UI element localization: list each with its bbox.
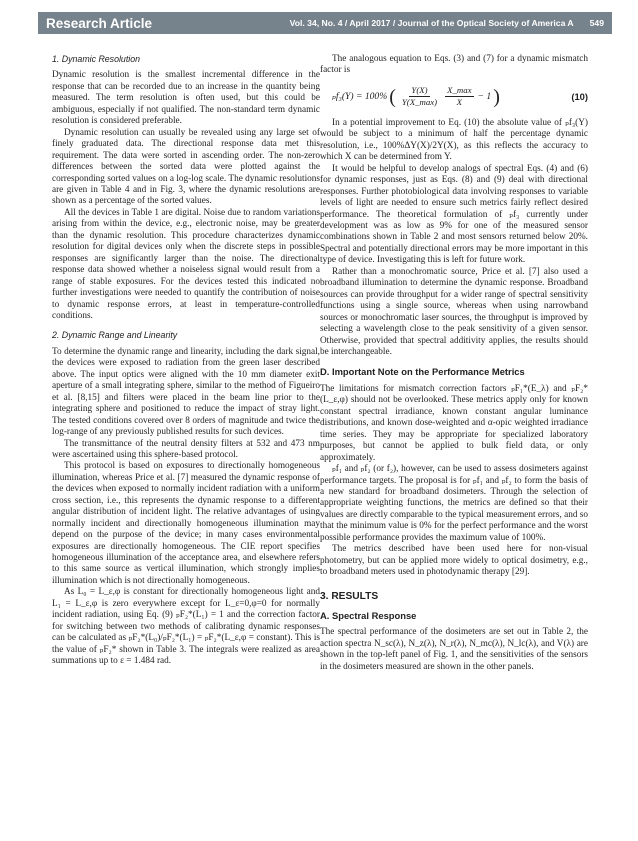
paragraph: The spectral performance of the dosimeters are set out in Table 2, the action spectra N_sc(λ), N_z(λ), N_r(λ), N_mc(λ), N_lc(λ), and V(λ) are shown in the top-left panel of Fig. 1, and the sensitivities of the sensors in the dosimeters measured are shown in the other panels. — [320, 627, 588, 672]
journal-citation — [290, 18, 612, 28]
left-paren: ( — [389, 85, 396, 108]
subsection-title-dynamic-range: 2. Dynamic Range and Linearity — [52, 330, 178, 341]
denominator: X — [456, 97, 462, 108]
numerator: X_max — [445, 85, 473, 97]
paragraph: ₚf₁ and ₚf₂ (or f₂), however, can be used to assess dosimeters against performance targets. The proposal is for ₚf₁ and ₚf₂ to form the basis of a new standard for broadband dosimeters. Through the selection of appropriate weighting functions, the metrics are defined so that their values are directly comparable to the typical measurement errors, and so that the minimum value is 0% for the perfect performance and the worst possible performance provides the maximum value of 100%. — [320, 464, 588, 543]
paragraph: To determine the dynamic range and linearity, including the dark signal, the devices were exposed to radiation from the green laser described above. The input optics were aligned with the 10 mm diameter exit aperture of a small integrating sphere, similar to the method of Figueiro et al. [8,15] and filters were placed in the beam line prior to the integrating sphere and positioned to reduce the impact of stray light. The tested conditions covered over 8 orders of magnitude and twice the log-range of any previously published results for such devices. — [52, 346, 320, 438]
paragraph: Rather than a monochromatic source, Price et al. [7] also used a broadband illumination to determine the dynamic response. Broadband sources can provide throughput for a wider range of spectral sensitivity functions using a single source, whereas when using narrowband sources or monochromatic laser sources, the throughput is improved by selecting a wavelength close to the peak sensitivity of a given sensor. Otherwise, provided that spectral additivity applies, the results should be interchangeable. — [320, 266, 588, 357]
left-column — [52, 54, 320, 668]
right-paren: ) — [493, 85, 500, 108]
paragraph: It would be helpful to develop analogs of spectral Eqs. (4) and (6) for dynamic responses, just as Eqs. (8) and (9) deal with directional responses. Further photobiological data involving responses to variable levels of light are needed to ensure such metrics fairly reflect desired performance. The theoretical formulation of ₚf₃ currently under development was as low as 9% for one of the measured sensor combinations shown in Table 2 and most sensors returned below 20%. Spectral and potentially directional errors may be more important in this type of device. Investigating this is left for future work. — [320, 163, 588, 266]
fraction — [400, 85, 439, 109]
equation-tail: − 1 — [477, 91, 492, 103]
paragraph: The analogous equation to Eqs. (3) and (7) for a dynamic mismatch factor is — [320, 54, 588, 76]
paragraph: Dynamic resolution is the smallest incremental difference in the response that can be recorded due to an increase in the quantity being measured. The term resolution is often used, but this could be ambiguous, especially if not qualified. The non-standard term dynamic resolution is considered preferable. — [52, 70, 320, 127]
paragraph: The metrics described have been used here for non-visual photometry, but can be applied more widely to optical dosimetry, e.g., to broadband meters used in photodynamic therapy [29]. — [320, 544, 588, 578]
page-number: 549 — [589, 18, 604, 28]
fraction — [445, 85, 473, 109]
paragraph: The transmittance of the neutral density filters at 532 and 473 nm were ascertained using this sphere-based protocol. — [52, 438, 320, 460]
equation-number: (10) — [571, 91, 588, 103]
paragraph: In a potential improvement to Eq. (10) the absolute value of ₚf₃(Y) would be subject to a minimum of half the percentage dynamic resolution, i.e., 100%ΔY(X)/2Y(X), as this reflects the accuracy to which X can be determined from Y. — [320, 117, 588, 163]
section-title-performance-metrics: D. Important Note on the Performance Metrics — [320, 366, 525, 378]
paragraph: As L₀ = L_ε,φ is constant for directionally homogeneous light and L₁ = L_ε,φ is zero everywhere except for L_ε=0,φ=0 for normally incident radiation, using Eq. (9) ₚF₂*(L₁) = 1 and the correction factor for switching between two methods of calibrating dynamic responses can be calculated as ₚF₂*(L₀)/ₚF₂*(L₁) = ₚF₂*(L_ε,φ = constant). This is the value of ₚF₂* shown in Table 3. The integrals were realized as area summations up to ε = 1.484 rad. — [52, 587, 320, 667]
equation-10 — [320, 83, 588, 111]
denominator: Y(X_max) — [401, 97, 438, 108]
section-title-results: 3. RESULTS — [320, 590, 379, 602]
journal-info: Vol. 34, No. 4 / April 2017 / Journal of the Optical Society of America A — [289, 18, 574, 28]
right-column — [320, 54, 588, 673]
section-title-spectral-response: A. Spectral Response — [320, 610, 417, 622]
paragraph: The limitations for mismatch correction factors ₚF₁*(E_λ) and ₚF₂*(L_ε,φ) should not be overlooked. These metrics apply only for known constant spectral irradiance, known constant angular luminance distributions, and known dose-weighted and α-opic weighted irradiance time series. They may be appropriate for specialized laboratory purposes, but cannot be applied to bulk field data, or only approximately. — [320, 383, 588, 463]
paragraph: Dynamic resolution can usually be revealed using any large set of finely graduated data. The directional response data met this requirement. The data were sorted in ascending order. The non-zero differences between the sorted data were plotted against the corresponding sorted values on a log-log scale. The dynamic resolutions are given in Table 4 and in Fig. 3, where the dynamic resolutions are shown as a percentage of the sorted values. — [52, 127, 320, 207]
equation-body — [332, 85, 500, 109]
paragraph: All the devices in Table 1 are digital. Noise due to random variations arising from within the device, e.g., electronic noise, may be greater than the dynamic resolution. This procedure characterizes dynamic resolution for digital devices only when the discrete steps in possible responses are significantly larger than the noise. The directional response data showed whether a noiseless signal would result from a range of stable exposures. For the devices tested this indicated no further investigations were needed to quantify the contribution of noise to dynamic response errors, at least in temperature-controlled conditions. — [52, 207, 320, 321]
numerator: Y(X) — [409, 85, 429, 97]
paragraph: This protocol is based on exposures to directionally homogeneous illumination, whereas Price et al. [7] measured the dynamic response of the devices when exposed to normally incident radiation with a uniform cross section, i.e., this represents the dynamic response to a different angular distribution of incident light. The relative advantages of using normally incident and directionally homogeneous illumination may depend on the purpose of the device; in many cases environmental exposures are directionally homogeneous. The CIE report specifies homogeneous illumination of the acceptance area, and elsewhere refers to this same source as vertical illumination, which strongly implies illumination which is not directionally homogeneous. — [52, 461, 320, 586]
equation-lhs: ₚf₃(Y) = 100% — [332, 91, 388, 103]
page-header — [38, 12, 612, 34]
section-label: Research Article — [46, 15, 153, 31]
subsection-title-dynamic-resolution: 1. Dynamic Resolution — [52, 54, 141, 64]
